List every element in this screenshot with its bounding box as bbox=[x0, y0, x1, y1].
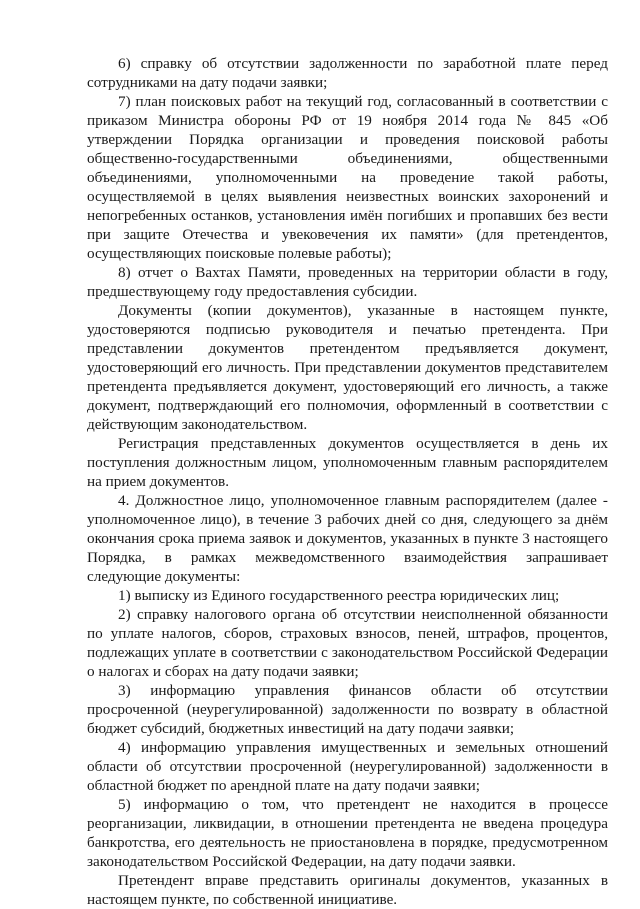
paragraph-section-4: 4. Должностное лицо, уполномоченное главным распорядителем (далее - уполномоченное лицо), в течение 3 рабочих дней со дня, следующего за днём окончания срока приема заявок и документов, указанных в пункте 3 настоящего Порядка, в рамках межведомственного взаимодействия запрашивает следующие документы: bbox=[87, 492, 608, 585]
paragraph-item-7-search-plan: 7) план поисковых работ на текущий год, согласованный в соответствии с приказом Министра обороны РФ от 19 ноября 2014 года № 845 «Об утверждении Порядка организации и проведения поисковой работы общественно-государственными объединениями, общественными объединениями, уполномоченными на проведение такой работы, осуществляемой в целях выявления неизвестных воинских захоронений и непогребенных останков, установления имён погибших и пропавших без вести при защите Отечества и увековечения их памяти» (для претендентов, осуществляющих поисковые полевые работы); bbox=[87, 93, 608, 262]
paragraph-request-1-egrul: 1) выписку из Единого государственного реестра юридических лиц; bbox=[118, 587, 560, 604]
paragraph-item-6-salary-debt: 6) справку об отсутствии задолженности по заработной плате перед сотрудниками на дату подачи заявки; bbox=[87, 55, 608, 91]
paragraph-originals-initiative: Претендент вправе представить оригиналы документов, указанных в настоящем пункте, по собственной инициативе. bbox=[87, 872, 608, 908]
paragraph-documents-certification: Документы (копии документов), указанные в настоящем пункте, удостоверяются подписью руководителя и печатью претендента. При представлении документов претендентом предъявляется документ, удостоверяющий его личность. При представлении документов представителем претендента предъявляется документ, удостоверяющий его личность, а также документ, подтверждающий его полномочия, оформленный в соответствии с действующим законодательством. bbox=[87, 302, 608, 433]
paragraph-request-4-property: 4) информацию управления имущественных и земельных отношений области об отсутствии просроченной (неурегулированной) задолженности в областной бюджет по арендной плате на дату подачи заявки; bbox=[87, 739, 608, 794]
paragraph-request-2-tax: 2) справку налогового органа об отсутствии неисполненной обязанности по уплате налогов, сборов, страховых взносов, пеней, штрафов, процентов, подлежащих уплате в соответствии с законодательством Российской Федерации о налогах и сборах на дату подачи заявки; bbox=[87, 606, 608, 680]
paragraph-registration: Регистрация представленных документов осуществляется в день их поступления должностным лицом, уполномоченным главным распорядителем на прием документов. bbox=[87, 435, 608, 490]
paragraph-request-5-reorganization: 5) информацию о том, что претендент не находится в процессе реорганизации, ликвидации, в отношении претендента не введена процедура банкротства, его деятельность не приостановлена в порядке, предусмотренном законодательством Российской Федерации, на дату подачи заявки. bbox=[87, 796, 608, 870]
paragraph-item-8-memory-watch-report: 8) отчет о Вахтах Памяти, проведенных на территории области в году, предшествующему году предоставления субсидии. bbox=[87, 264, 608, 300]
paragraph-request-3-finance: 3) информацию управления финансов области об отсутствии просроченной (неурегулированной) задолженности по возврату в областной бюджет субсидий, бюджетных инвестиций на дату подачи заявки; bbox=[87, 682, 608, 737]
